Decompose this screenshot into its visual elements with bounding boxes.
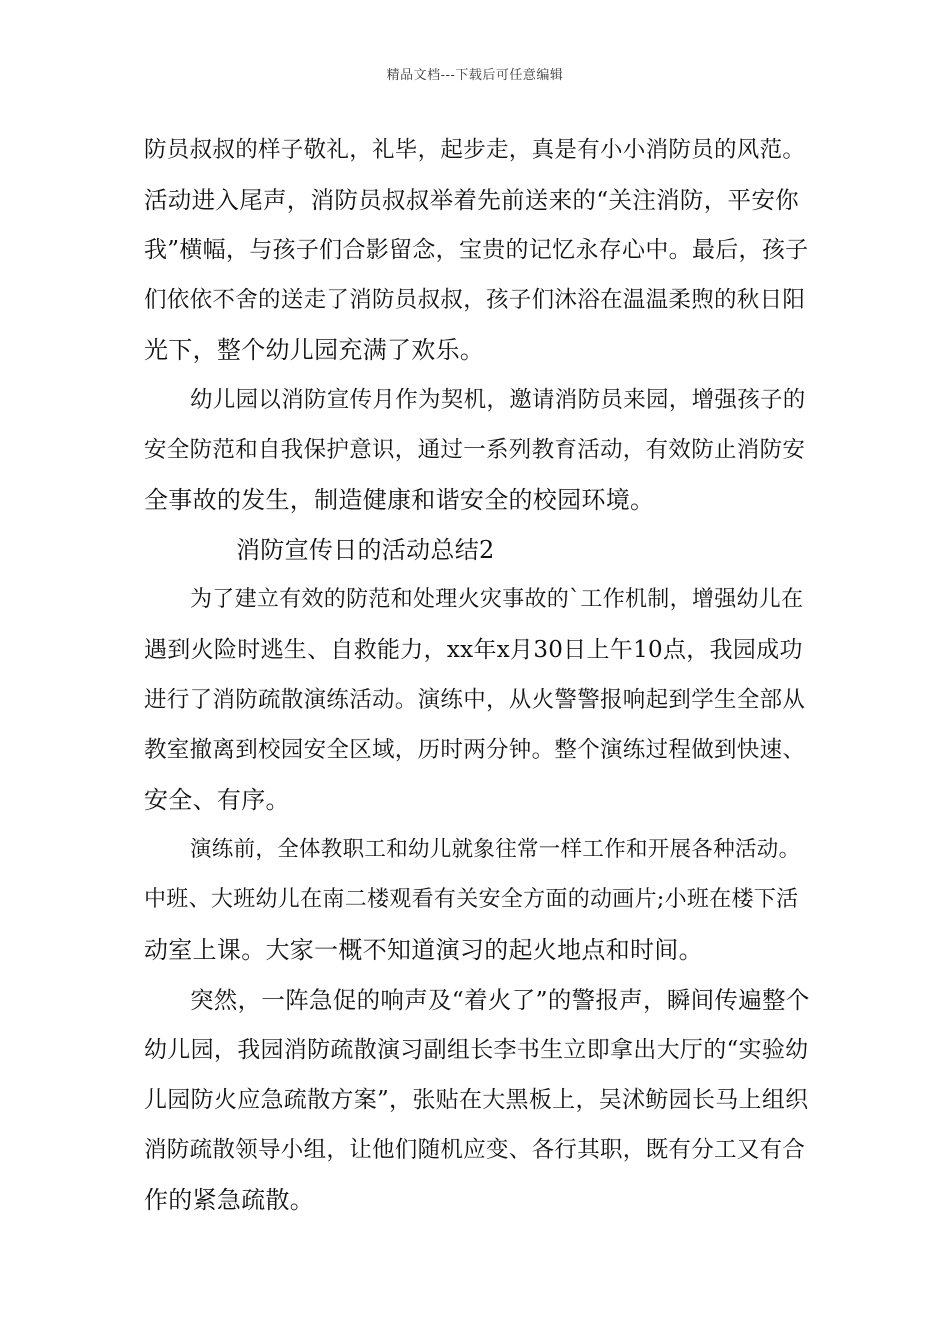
text-line: 作的紧急疏散。 xyxy=(144,1186,315,1214)
text-line: 消防疏散领导小组，让他们随机应变、各行其职，既有分工又有合 xyxy=(144,1137,806,1163)
text-line: 光下，整个幼儿园充满了欢乐。 xyxy=(144,336,485,364)
text-line: 安全、有序。 xyxy=(144,786,290,814)
text-line: 演练前，全体教职工和幼儿就象往常一样工作和开展各种活动。 xyxy=(190,837,801,862)
text-line: 防员叔叔的样子敬礼，礼毕，起步走，真是有小小消防员的风范。 xyxy=(144,137,806,163)
text-line: 教室撤离到校园安全区域，历时两分钟。整个演练过程做到快速、 xyxy=(144,737,806,763)
text-line: 我”横幅，与孩子们合影留念，宝贵的记忆永存心中。最后，孩子 xyxy=(144,237,809,263)
text-line: 幼儿园，我园消防疏散演习副组长李书生立即拿出大厅的“实验幼 xyxy=(144,1037,809,1063)
text-line: 活动进入尾声，消防员叔叔举着先前送来的“关注消防，平安你 xyxy=(144,186,799,214)
text-line: 突然，一阵急促的响声及“着火了”的警报声，瞬间传遍整个 xyxy=(190,986,810,1014)
text-line: 中班、大班幼儿在南二楼观看有关安全方面的动画片;小班在楼下活 xyxy=(144,887,799,912)
text-line: 动室上课。大家一概不知道演习的起火地点和时间。 xyxy=(144,936,703,964)
text-line: 安全防范和自我保护意识，通过一系列教育活动，有效防止消防安 xyxy=(144,437,806,463)
text-line: 遇到火险时逃生、自救能力，xx年x月30日上午10点，我园成功 xyxy=(144,637,803,663)
section-title: 消防宣传日的活动总结2 xyxy=(236,536,495,564)
text-line: 儿园防火应急疏散方案”，张贴在大黑板上，吴沭鲂园长马上组织 xyxy=(144,1087,809,1113)
text-line: 全事故的发生，制造健康和谐安全的校园环境。 xyxy=(144,486,655,514)
text-line: 进行了消防疏散演练活动。演练中，从火警警报响起到学生全部从 xyxy=(144,687,806,713)
page-header: 精品文档---下载后可任意编辑 xyxy=(386,68,564,83)
text-line: 们依依不舍的送走了消防员叔叔，孩子们沐浴在温温柔煦的秋日阳 xyxy=(144,287,806,313)
text-line: 为了建立有效的防范和处理火灾事故的`工作机制，增强幼儿在 xyxy=(190,587,804,612)
text-line: 幼儿园以消防宣传月作为契机，邀请消防员来园，增强孩子的 xyxy=(190,387,806,413)
